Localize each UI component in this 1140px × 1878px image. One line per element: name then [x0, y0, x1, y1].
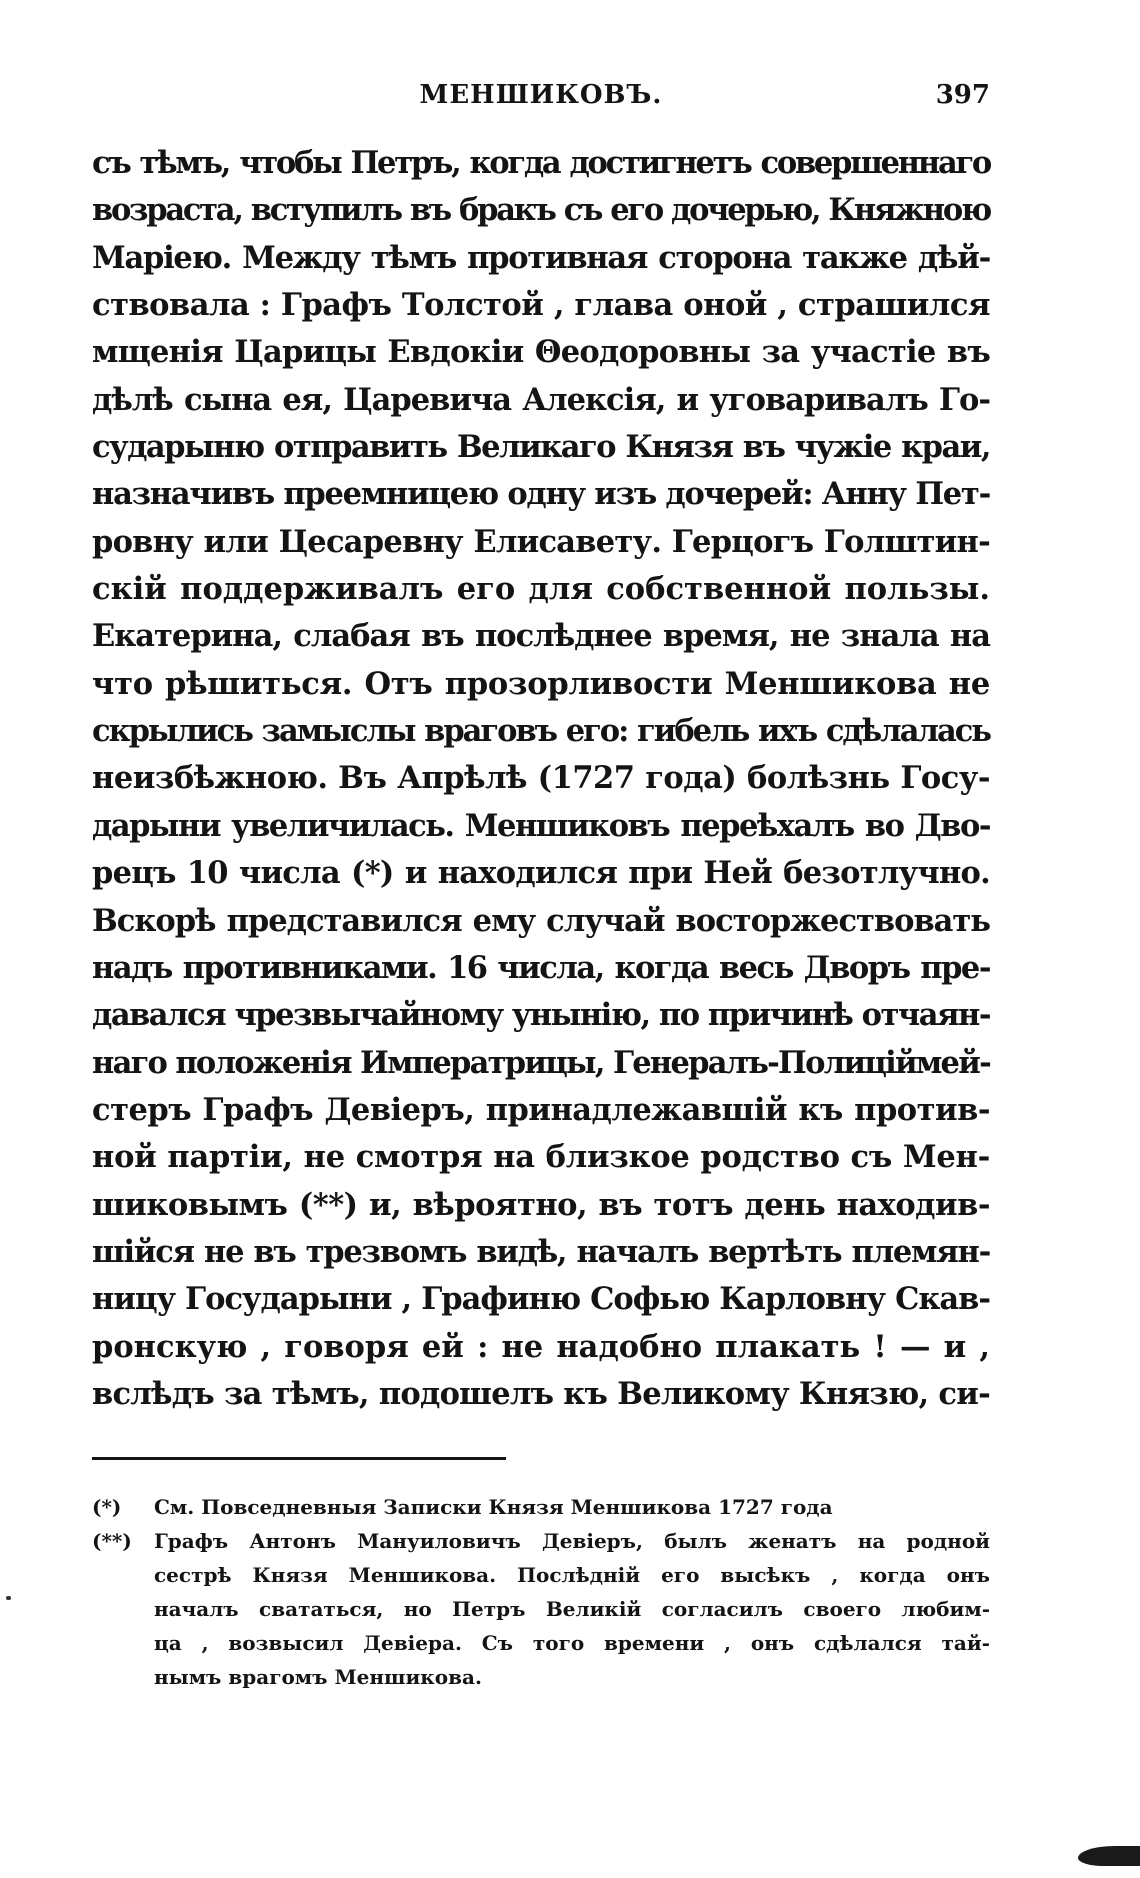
text-line: рецъ 10 числа (*) и находился при Ней безотлучно. — [92, 855, 990, 892]
ink-speck — [6, 1596, 11, 1600]
text-line: ронскую , говоря ей : не надобно плакать ! — и , — [92, 1328, 990, 1365]
text-line: дѣлѣ сына ея, Царевича Алексiя, и уговаривалъ Го- — [92, 381, 990, 418]
footnote-line: началъ свататься, но Петръ Великiй согласилъ своего любим- — [154, 1597, 990, 1621]
text-line: скрылись замыслы враговъ его: гибель ихъ сдѣлалась — [92, 713, 990, 750]
footnote-1 — [92, 1490, 990, 1524]
text-line: съ тѣмъ, чтобы Петръ, когда достигнетъ совершеннаго — [92, 145, 990, 181]
footnote-text: См. Повседневныя Записки Князя Меншикова 1727 года — [154, 1495, 833, 1519]
footnote-text: Графъ Антонъ Мануиловичъ Девiеръ, былъ женатъ на родной — [154, 1529, 990, 1553]
text-line: давался чрезвычайному унынiю, по причинѣ отчаян- — [92, 997, 990, 1034]
text-line: шиковымъ (**) и, вѣроятно, въ тотъ день находив- — [92, 1186, 990, 1223]
text-line: что рѣшиться. Отъ прозорливости Меншикова не — [92, 665, 990, 702]
text-line: наго положенiя Императрицы, Генералъ-Полицiймей- — [92, 1044, 990, 1081]
text-line: стеръ Графъ Девiеръ, принадлежавшiй къ против- — [92, 1091, 990, 1128]
text-line: дарыни увеличилась. Меншиковъ переѣхалъ во Дво- — [92, 807, 990, 844]
text-line: Вскорѣ представился ему случай восторжествовать — [92, 902, 990, 939]
footnote-marker: (*) — [92, 1495, 122, 1519]
running-head: МЕНШИКОВЪ. — [419, 80, 663, 110]
text-line: возраста, вступилъ въ бракъ съ его дочерью, Княжною — [92, 192, 990, 229]
page-header — [92, 80, 990, 124]
footnote-rule — [92, 1457, 506, 1460]
footnotes — [92, 1490, 990, 1694]
text-line: ровну или Цесаревну Елисавету. Герцогъ Голштин- — [92, 523, 990, 560]
text-line: Екатерина, слабая въ послѣднее время, не знала на — [92, 618, 990, 655]
text-line: мщенiя Царицы Евдокiи Θеодоровны за участiе въ — [92, 334, 990, 371]
text-line: Марiею. Между тѣмъ противная сторона также дѣй- — [92, 239, 990, 276]
text-line: сударыню отправить Великаго Князя въ чужiе краи, — [92, 429, 990, 466]
text-line: неизбѣжною. Въ Апрѣлѣ (1727 года) болѣзнь Госу- — [92, 760, 990, 797]
body-text — [92, 140, 990, 1418]
text-line: ницу Государыни , Графиню Софью Карловну Скав- — [92, 1281, 990, 1318]
text-line: ной партiи, не смотря на близкое родство съ Мен- — [92, 1139, 990, 1176]
footnote-line: ца , возвысил Девiера. Съ того времени , онъ сдѣлался тай- — [154, 1631, 990, 1655]
text-line: ствовала : Графъ Толстой , глава оной , страшился — [92, 287, 990, 324]
text-line: надъ противниками. 16 числа, когда весь Дворъ пре- — [92, 949, 990, 986]
scan-artifact — [1078, 1846, 1140, 1866]
text-line: шiйся не въ трезвомъ видѣ, началъ вертѣть племян- — [92, 1233, 990, 1270]
footnote-line: сестрѣ Князя Меншикова. Послѣднiй его высѣкъ , когда онъ — [154, 1563, 990, 1587]
text-line: вслѣдъ за тѣмъ, подошелъ къ Великому Князю, си- — [92, 1375, 990, 1412]
text-line: назначивъ преемницею одну изъ дочерей: Анну Пет- — [92, 476, 990, 513]
footnote-2 — [92, 1524, 990, 1558]
footnote-marker: (**) — [92, 1529, 132, 1553]
text-line: скiй поддерживалъ его для собственной пользы. — [92, 571, 990, 608]
page-number: 397 — [935, 80, 990, 110]
footnote-line: нымъ врагомъ Меншикова. — [154, 1665, 482, 1689]
